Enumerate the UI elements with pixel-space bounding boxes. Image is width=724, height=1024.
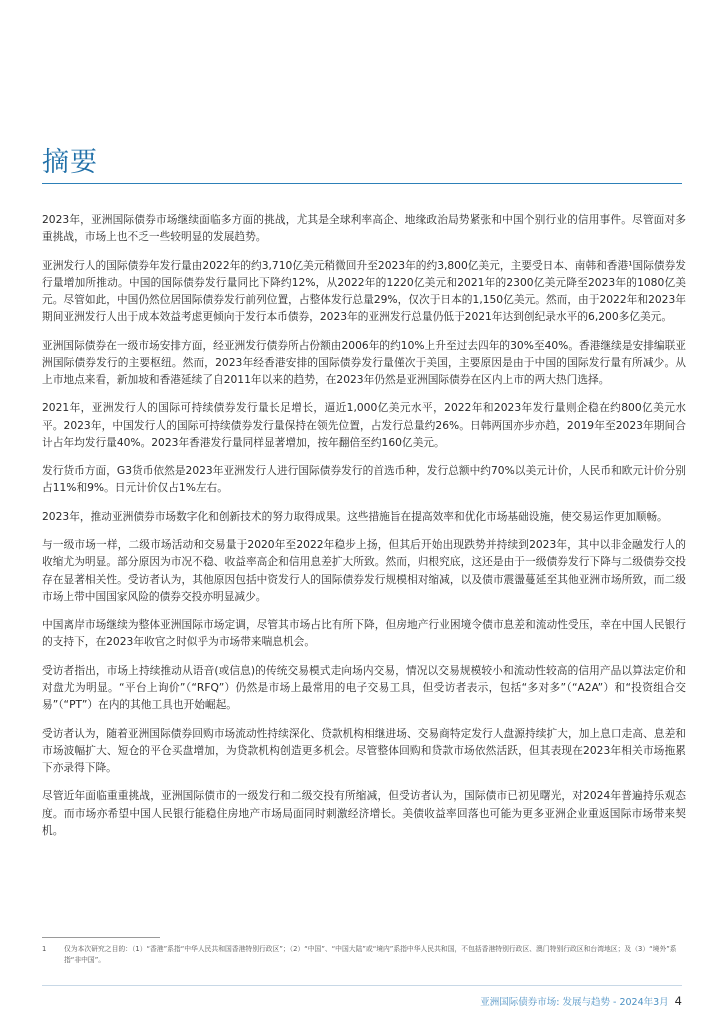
paragraph: 中国离岸市场继续为整体亚洲国际市场定调，尽管其市场占比有所下降，但房地产行业困境令债市息差和流动性受压，幸在中国人民银行的支持下，在2023年收官之时似乎为市场带来喘息机会。 (42, 618, 686, 649)
footer-title: 亚洲国际债券市场: 发展与趋势 - 2024年3月 (480, 997, 669, 1008)
paragraph: 亚洲发行人的国际债券年发行量由2022年的约3,710亿美元稍微回升至2023年的约3,800亿美元，主要受日本、南韩和香港¹国际债券发行量增加所推动。中国的国际债券发行量同比下降约12%，从2022年的1220亿美元和2021年的2300亿美元降至2023年的1080亿美元。尽管如此，中国仍然位居国际债券发行前列位置，占整体发行总量29%，仅次于日本的1,150亿美元。然而，由于2022年和2023年期间亚洲发行人出于成本效益考虑更倾向于发行本币债券，2023年的亚洲发行总量仍低于2021年达到创纪录水平的6,200多亿美元。 (42, 258, 686, 324)
footnote-text: 仅为本次研究之目的：（1）“香港”系指“中华人民共和国香港特别行政区”；（2）“中国”、“中国大陆”或“境内”系指中华人民共和国，不包括香港特别行政区、澳门特别行政区和台湾地区；及（3）“境外”系指“非中国”。 (64, 945, 677, 964)
footer-divider (42, 985, 682, 986)
paragraph: 2021年，亚洲发行人的国际可持续债券发行量长足增长，逼近1,000亿美元水平，2022年和2023年发行量则企稳在约800亿美元水平。2023年，中国发行人的国际可持续债券发行量保持在领先位置，占发行总量约26%。日韩两国亦步亦趋，2019年至2023年期间合计占年均发行量40%。2023年香港发行量同样显著增加，按年翻倍至约160亿美元。 (42, 401, 686, 449)
paragraph: 与一级市场一样，二级市场活动和交易量于2020年至2022年稳步上扬，但其后开始出现跌势并持续到2023年，其中以非金融发行人的收缩尤为明显。部分原因为市况不稳、收益率高企和信用息差扩大所致。然而，归根究底，这还是由于一级债券发行下降与二级债券交投存在显著相关性。受访者认为，其他原因包括中资发行人的国际债券发行规模相对缩减，以及债市震盪蔓延至其他亚洲市场所致，而二级市场上带中国国家风险的债券交投亦明显减少。 (42, 538, 686, 603)
paragraph: 2023年，推动亚洲债券市场数字化和创新技术的努力取得成果。这些措施旨在提高效率和优化市场基础设施，使交易运作更加顺畅。 (42, 509, 668, 523)
paragraph: 发行货币方面，G3货币依然是2023年亚洲发行人进行国际债券发行的首选币种，发行总额中约70%以美元计价，人民币和欧元计价分别占11%和9%。日元计价仅占1%左右。 (42, 464, 686, 495)
page-number: 4 (674, 994, 682, 1008)
paragraph: 2023年，亚洲国际债券市场继续面临多方面的挑战，尤其是全球利率高企、地缘政治局势紧张和中国个别行业的信用事件。尽管面对多重挑战，市场上也不乏一些较明显的发展趋势。 (42, 213, 686, 244)
footnote-divider (42, 937, 160, 938)
paragraph: 受访者指出，市场上持续推动从语音(或信息)的传统交易模式走向场内交易，情况以交易规模较小和流动性较高的信用产品以算法定价和对盘尤为明显。“平台上询价”（“RFQ”）仍然是市场上最常用的电子交易工具，但受访者表示，包括“多对多”（“A2A”）和“投资组合交易”（“PT”）在内的其他工具也开始崛起。 (42, 663, 686, 712)
footnote (42, 944, 692, 966)
paragraph: 尽管近年面临重重挑战，亚洲国际债市的一级发行和二级交投有所缩减，但受访者认为，国际债市已初见曙光，对2024年普遍持乐观态度。而市场亦希望中国人民银行能稳住房地产市场局面同时刺激经济增长。美债收益率回落也可能为更多亚洲企业重返国际市场带来契机。 (42, 789, 686, 837)
footnote-mark: 1 (42, 945, 47, 953)
summary-body (42, 211, 686, 850)
paragraph: 亚洲国际债券在一级市场安排方面，经亚洲发行债券所占份额由2006年的约10%上升至过去四年的30%至40%。香港继续是安排编联亚洲国际债券发行的主要枢纽。然而，2023年经香港安排的国际债券发行量僅次于美国，主要原因是由于中国的国际发行量有所减少。从上市地点来看，新加坡和香港延续了自2011年以来的趋势，在2023年仍然是亚洲国际债券在区内上市的两大热门选择。 (42, 338, 686, 386)
paragraph: 受访者认为，随着亚洲国际债券回购市场流动性持续深化、贷款机构相继进场、交易商特定发行人盘源持续扩大，加上息口走高、息差和市场波幅扩大、短仓的平仓买盘增加，为贷款机构创造更多机会。尽管整体回购和贷款市场依然活跃，但其表现在2023年相关市场拖累下亦录得下降。 (42, 726, 686, 774)
page-title: 摘要 (42, 147, 98, 178)
title-divider (42, 183, 682, 184)
page-footer (480, 994, 682, 1008)
